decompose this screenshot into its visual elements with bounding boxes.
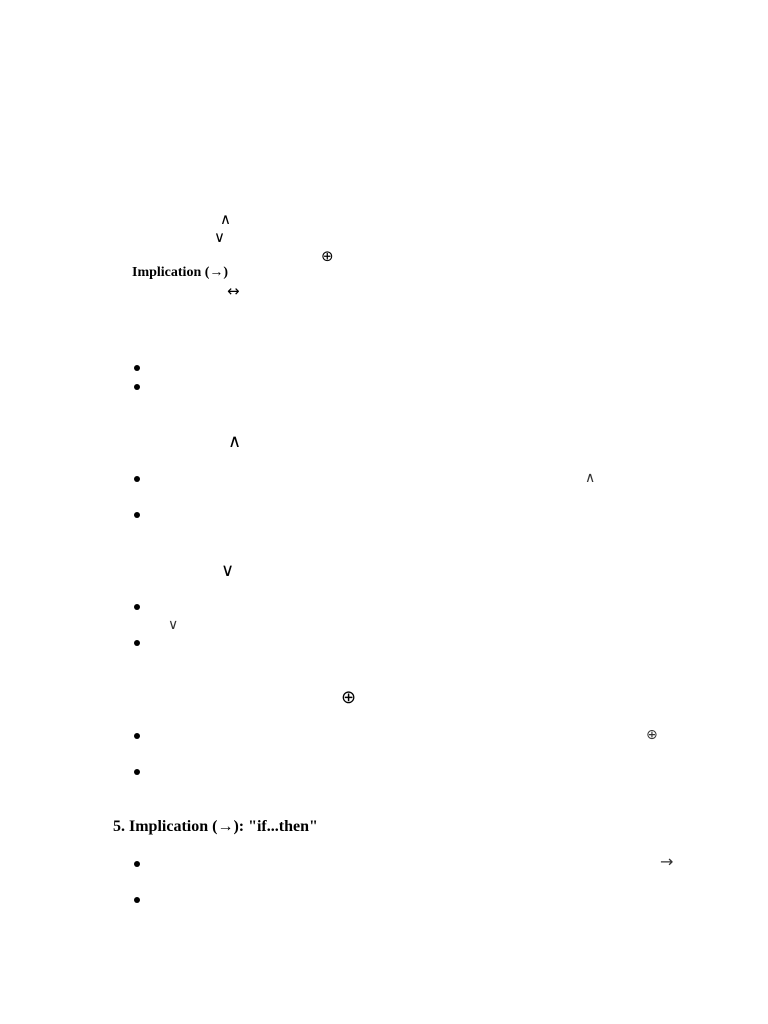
implication-inline-symbol-icon: → [660, 852, 674, 871]
bullet-icon [134, 897, 140, 903]
or-inline-symbol-icon: ∨ [168, 617, 179, 633]
bullet-icon [134, 384, 140, 390]
xor-heading-symbol-icon: ⊕ [341, 687, 357, 708]
bullet-icon [134, 512, 140, 518]
bullet-icon [134, 861, 140, 867]
xor-symbol-icon: ⊕ [321, 247, 334, 265]
bullet-icon [134, 640, 140, 646]
xor-inline-symbol-icon: ⊕ [646, 727, 658, 743]
bullet-icon [134, 365, 140, 371]
bullet-icon [134, 476, 140, 482]
and-inline-symbol-icon: ∧ [585, 470, 596, 486]
or-symbol-icon: ∨ [214, 228, 225, 246]
and-heading-symbol-icon: ∧ [228, 431, 242, 452]
biconditional-symbol-icon: ↔ [227, 282, 240, 300]
bullet-icon [134, 604, 140, 610]
and-symbol-icon: ∧ [220, 210, 231, 228]
or-heading-symbol-icon: ∨ [221, 560, 235, 581]
toc-implication-label: Implication (→) [132, 265, 229, 280]
implication-heading: 5. Implication (→): "if...then" [113, 818, 318, 835]
bullet-icon [134, 733, 140, 739]
bullet-icon [134, 769, 140, 775]
